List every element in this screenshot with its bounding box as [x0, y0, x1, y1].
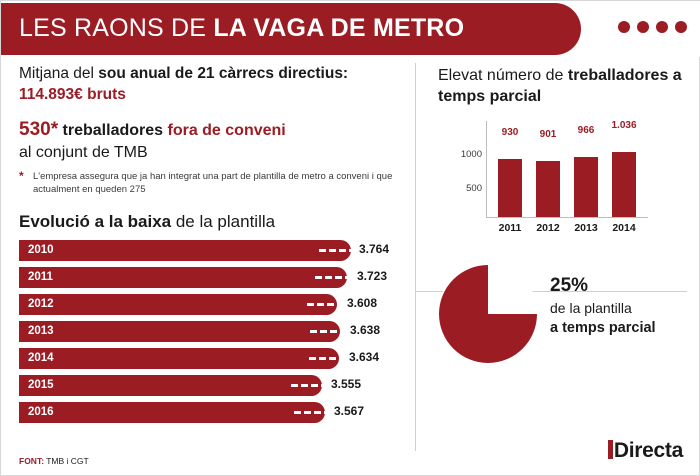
- bar-2014: 2014: [19, 348, 339, 369]
- bar-2016: 2016: [19, 402, 325, 423]
- page-title: [19, 11, 464, 45]
- source-note: [19, 456, 89, 466]
- pie-percentage: 25%: [550, 275, 589, 296]
- column-value-2012: 901: [539, 129, 557, 140]
- bar-row: [19, 348, 399, 369]
- parttime-pie-chart: [438, 264, 538, 364]
- header: [1, 1, 700, 57]
- column-value-2011: 930: [501, 127, 519, 138]
- column-label-2012: 2012: [536, 222, 560, 234]
- header-dot-icon: [637, 21, 649, 33]
- y-tick-1000: 1000: [460, 149, 482, 160]
- bar-2010: 2010: [19, 240, 351, 261]
- plantilla-bar-chart: [19, 240, 399, 423]
- salary-amount: 114.893€ bruts: [19, 86, 126, 103]
- bar-dashes: [294, 411, 331, 414]
- bar-value-2011: 3.723: [357, 269, 388, 283]
- evolution-title-bold: Evolució a la baixa: [19, 212, 172, 231]
- workers-statement: [19, 119, 399, 164]
- pie-caption-line2: a temps parcial: [550, 320, 656, 336]
- column-value-2014: 1.036: [611, 120, 637, 131]
- header-dots: [618, 21, 687, 33]
- bar-value-2012: 3.608: [347, 296, 378, 310]
- bar-row: [19, 294, 399, 315]
- right-column: [438, 65, 688, 370]
- bar-2011: 2011: [19, 267, 347, 288]
- bar-value-2014: 3.634: [349, 350, 380, 364]
- workers-text-1: treballadores: [58, 122, 168, 139]
- bar-value-2015: 3.555: [331, 377, 362, 391]
- column-2011: [498, 159, 522, 217]
- bar-2012: 2012: [19, 294, 337, 315]
- bar-dashes: [307, 303, 344, 306]
- x-axis: [486, 217, 648, 218]
- pie-caption-line1: de la plantilla: [550, 300, 632, 316]
- salary-statement: [19, 63, 399, 105]
- page-title-light: LES RAONS DE: [19, 14, 214, 42]
- pie-caption: [550, 274, 690, 338]
- header-dot-icon: [656, 21, 668, 33]
- workers-text-3: al conjunt de TMB: [19, 144, 148, 161]
- y-tick-500: 500: [466, 183, 482, 194]
- parttime-pie-block: [438, 260, 688, 370]
- column-2014: [612, 152, 636, 217]
- source-value: TMB i CGT: [44, 456, 89, 466]
- footnote-star: *: [19, 169, 24, 183]
- salary-text-1: Mitjana del: [19, 65, 99, 82]
- bar-dashes: [309, 357, 346, 360]
- column-value-2013: 966: [577, 125, 595, 136]
- salary-text-2: sou anual de 21 càrrecs directius:: [98, 65, 349, 82]
- parttime-title-light: Elevat número de: [438, 67, 568, 84]
- parttime-title-bold: treballadores a temps parcial: [438, 67, 682, 105]
- workers-number: 530*: [19, 119, 59, 140]
- bar-dashes: [315, 276, 352, 279]
- column-label-2013: 2013: [574, 222, 598, 234]
- evolution-title: [19, 212, 399, 232]
- parttime-column-chart: [438, 121, 688, 236]
- page-title-bold: LA VAGA DE METRO: [213, 14, 465, 42]
- vertical-divider: [415, 63, 416, 451]
- bar-row: [19, 402, 399, 423]
- column-2013: [574, 157, 598, 217]
- source-label: FONT:: [19, 456, 45, 466]
- left-column: [19, 63, 399, 429]
- column-label-2011: 2011: [498, 222, 522, 234]
- bar-dashes: [319, 249, 356, 252]
- bar-value-2016: 3.567: [334, 404, 365, 418]
- bar-row: [19, 321, 399, 342]
- column-label-2014: 2014: [612, 222, 636, 234]
- bar-row: [19, 240, 399, 261]
- workers-text-2: fora de conveni: [167, 122, 286, 139]
- directa-logo: [608, 439, 683, 463]
- logo-bar-icon: [608, 440, 613, 459]
- footnote-text: L'empresa assegura que ja han integrat una part de plantilla de metro a conveni i que actualment en queden 275: [33, 171, 393, 195]
- bar-row: [19, 375, 399, 396]
- bar-value-2013: 3.638: [350, 323, 381, 337]
- bar-dashes: [310, 330, 347, 333]
- header-dot-icon: [618, 21, 630, 33]
- y-axis: [486, 121, 487, 217]
- footnote: [19, 170, 399, 196]
- bar-value-2010: 3.764: [359, 242, 390, 256]
- bar-dashes: [291, 384, 328, 387]
- logo-text: Directa: [613, 439, 683, 462]
- bar-2013: 2013: [19, 321, 340, 342]
- column-2012: [536, 161, 560, 217]
- evolution-title-rest: de la plantilla: [171, 212, 276, 231]
- parttime-title: [438, 65, 688, 107]
- bar-2015: 2015: [19, 375, 322, 396]
- bar-row: [19, 267, 399, 288]
- header-dot-icon: [675, 21, 687, 33]
